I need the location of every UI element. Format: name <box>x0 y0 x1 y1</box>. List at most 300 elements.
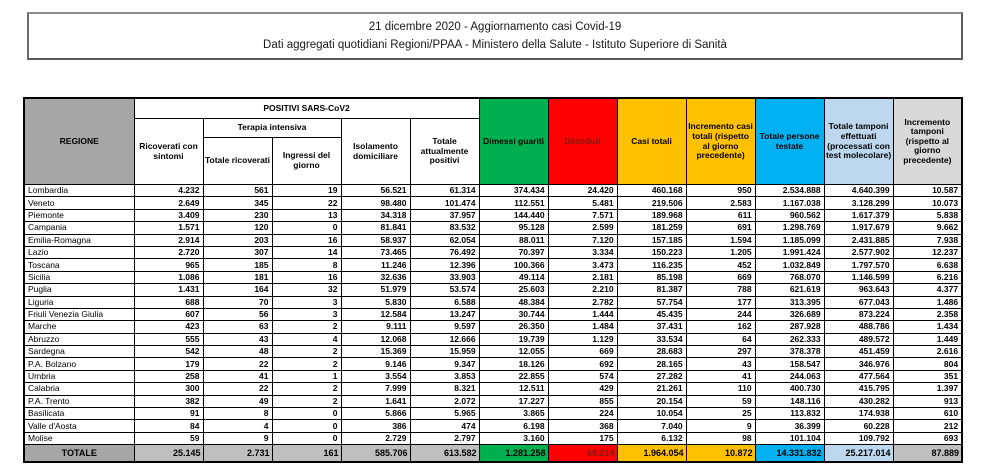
cell-isolamento-domiciliare: 34.318 <box>341 209 410 221</box>
cell-dimessi-guariti: 18.126 <box>479 358 548 370</box>
total-tamponi: 25.217.014 <box>824 445 893 463</box>
cell-totale-tamponi: 963.643 <box>824 284 893 296</box>
total-persone-testate: 14.331.832 <box>755 445 824 463</box>
header-totale-attualmente-positivi: Totale attualmente positivi <box>410 119 479 185</box>
cell-totale-ricoverati: 70 <box>203 296 272 308</box>
cell-casi-totali: 28.683 <box>617 346 686 358</box>
cell-deceduti: 2.181 <box>548 271 617 283</box>
cell-isolamento-domiciliare: 5.830 <box>341 296 410 308</box>
cell-deceduti: 2.210 <box>548 284 617 296</box>
region-name: Calabria <box>24 383 134 395</box>
cell-deceduti: 1.484 <box>548 321 617 333</box>
cell-totale-ricoverati: 230 <box>203 209 272 221</box>
cell-incremento-casi-totali: 244 <box>686 308 755 320</box>
cell-incremento-tamponi: 610 <box>893 408 962 420</box>
cell-casi-totali: 181.259 <box>617 222 686 234</box>
cell-totale-attualmente-positivi: 33.903 <box>410 271 479 283</box>
header-isolamento-domiciliare: Isolamento domiciliare <box>341 119 410 185</box>
cell-totale-attualmente-positivi: 12.396 <box>410 259 479 271</box>
total-ingressi-del-giorno: 161 <box>272 445 341 463</box>
cell-dimessi-guariti: 49.114 <box>479 271 548 283</box>
table-row <box>24 432 962 444</box>
cell-deceduti: 574 <box>548 370 617 382</box>
table-row <box>24 284 962 296</box>
totals-row <box>24 445 962 463</box>
cell-totale-attualmente-positivi: 61.314 <box>410 185 479 197</box>
cell-totale-attualmente-positivi: 15.959 <box>410 346 479 358</box>
cell-totale-ricoverati: 345 <box>203 197 272 209</box>
cell-casi-totali: 10.054 <box>617 408 686 420</box>
region-name: Basilicata <box>24 408 134 420</box>
cell-totale-persone-testate: 1.991.424 <box>755 246 824 258</box>
cell-deceduti: 429 <box>548 383 617 395</box>
cell-incremento-tamponi: 6.216 <box>893 271 962 283</box>
header-ingressi-del-giorno: Ingressi del giorno <box>272 138 341 185</box>
cell-totale-persone-testate: 287.928 <box>755 321 824 333</box>
cell-totale-tamponi: 346.976 <box>824 358 893 370</box>
cell-totale-attualmente-positivi: 3.853 <box>410 370 479 382</box>
cell-ingressi-del-giorno: 2 <box>272 395 341 407</box>
cell-totale-ricoverati: 49 <box>203 395 272 407</box>
cell-ingressi-del-giorno: 13 <box>272 209 341 221</box>
cell-totale-attualmente-positivi: 9.597 <box>410 321 479 333</box>
cell-ingressi-del-giorno: 3 <box>272 308 341 320</box>
cell-ingressi-del-giorno: 3 <box>272 296 341 308</box>
cell-totale-persone-testate: 400.730 <box>755 383 824 395</box>
cell-totale-attualmente-positivi: 5.965 <box>410 408 479 420</box>
cell-deceduti: 2.782 <box>548 296 617 308</box>
cell-casi-totali: 45.435 <box>617 308 686 320</box>
cell-totale-persone-testate: 313.395 <box>755 296 824 308</box>
cell-totale-ricoverati: 164 <box>203 284 272 296</box>
cell-totale-attualmente-positivi: 8.321 <box>410 383 479 395</box>
cell-ricoverati-con-sintomi: 965 <box>134 259 203 271</box>
cell-incremento-tamponi: 10.587 <box>893 185 962 197</box>
header-totale-ricoverati: Totale ricoverati <box>203 138 272 185</box>
cell-incremento-tamponi: 212 <box>893 420 962 432</box>
cell-deceduti: 1.129 <box>548 333 617 345</box>
cell-deceduti: 3.334 <box>548 246 617 258</box>
cell-ingressi-del-giorno: 32 <box>272 284 341 296</box>
cell-ingressi-del-giorno: 0 <box>272 432 341 444</box>
cell-totale-persone-testate: 1.032.849 <box>755 259 824 271</box>
cell-totale-attualmente-positivi: 37.957 <box>410 209 479 221</box>
region-name: P.A. Trento <box>24 395 134 407</box>
cell-totale-ricoverati: 22 <box>203 358 272 370</box>
cell-deceduti: 669 <box>548 346 617 358</box>
cell-dimessi-guariti: 95.128 <box>479 222 548 234</box>
cell-incremento-casi-totali: 297 <box>686 346 755 358</box>
cell-ricoverati-con-sintomi: 542 <box>134 346 203 358</box>
cell-ricoverati-con-sintomi: 91 <box>134 408 203 420</box>
cell-totale-persone-testate: 960.562 <box>755 209 824 221</box>
cell-ingressi-del-giorno: 0 <box>272 420 341 432</box>
cell-dimessi-guariti: 374.434 <box>479 185 548 197</box>
total-dimessi-guariti: 1.281.258 <box>479 445 548 463</box>
cell-casi-totali: 28.165 <box>617 358 686 370</box>
cell-ingressi-del-giorno: 16 <box>272 234 341 246</box>
table-row <box>24 346 962 358</box>
region-name: Abruzzo <box>24 333 134 345</box>
table-body <box>24 185 962 445</box>
cell-ingressi-del-giorno: 22 <box>272 197 341 209</box>
cell-isolamento-domiciliare: 56.521 <box>341 185 410 197</box>
total-totale-ricoverati: 2.731 <box>203 445 272 463</box>
cell-dimessi-guariti: 3.160 <box>479 432 548 444</box>
cell-ricoverati-con-sintomi: 84 <box>134 420 203 432</box>
cell-ingressi-del-giorno: 1 <box>272 370 341 382</box>
cell-ricoverati-con-sintomi: 1.431 <box>134 284 203 296</box>
cell-casi-totali: 6.132 <box>617 432 686 444</box>
region-name: Piemonte <box>24 209 134 221</box>
cell-deceduti: 2.599 <box>548 222 617 234</box>
cell-ingressi-del-giorno: 4 <box>272 333 341 345</box>
cell-incremento-casi-totali: 950 <box>686 185 755 197</box>
table-row <box>24 246 962 258</box>
header-totale-tamponi: Totale tamponi effettuati (processati con test molecolare) <box>824 98 893 185</box>
cell-ingressi-del-giorno: 2 <box>272 383 341 395</box>
cell-ingressi-del-giorno: 2 <box>272 358 341 370</box>
cell-casi-totali: 219.506 <box>617 197 686 209</box>
cell-dimessi-guariti: 12.055 <box>479 346 548 358</box>
cell-dimessi-guariti: 112.551 <box>479 197 548 209</box>
cell-totale-ricoverati: 4 <box>203 420 272 432</box>
header-incremento-tamponi: Incremento tamponi (rispetto al giorno precedente) <box>893 98 962 185</box>
cell-casi-totali: 33.534 <box>617 333 686 345</box>
total-incremento-casi-totali: 10.872 <box>686 445 755 463</box>
cell-totale-attualmente-positivi: 76.492 <box>410 246 479 258</box>
table-row <box>24 271 962 283</box>
cell-isolamento-domiciliare: 2.729 <box>341 432 410 444</box>
cell-totale-attualmente-positivi: 474 <box>410 420 479 432</box>
region-name: Puglia <box>24 284 134 296</box>
cell-totale-tamponi: 451.459 <box>824 346 893 358</box>
cell-totale-ricoverati: 9 <box>203 432 272 444</box>
cell-incremento-casi-totali: 452 <box>686 259 755 271</box>
cell-isolamento-domiciliare: 51.979 <box>341 284 410 296</box>
region-name: Lombardia <box>24 185 134 197</box>
cell-dimessi-guariti: 17.227 <box>479 395 548 407</box>
cell-totale-ricoverati: 120 <box>203 222 272 234</box>
table-row <box>24 296 962 308</box>
total-isolamento-domiciliare: 585.706 <box>341 445 410 463</box>
cell-totale-ricoverati: 185 <box>203 259 272 271</box>
cell-dimessi-guariti: 48.384 <box>479 296 548 308</box>
total-casi-totali: 1.964.054 <box>617 445 686 463</box>
cell-totale-attualmente-positivi: 9.347 <box>410 358 479 370</box>
cell-casi-totali: 157.185 <box>617 234 686 246</box>
cell-totale-ricoverati: 8 <box>203 408 272 420</box>
region-name: Toscana <box>24 259 134 271</box>
cell-casi-totali: 57.754 <box>617 296 686 308</box>
cell-totale-tamponi: 109.792 <box>824 432 893 444</box>
cell-totale-persone-testate: 326.689 <box>755 308 824 320</box>
cell-totale-tamponi: 4.640.399 <box>824 185 893 197</box>
cell-isolamento-domiciliare: 12.584 <box>341 308 410 320</box>
cell-isolamento-domiciliare: 32.636 <box>341 271 410 283</box>
cell-totale-attualmente-positivi: 12.666 <box>410 333 479 345</box>
cell-ingressi-del-giorno: 0 <box>272 408 341 420</box>
cell-incremento-tamponi: 2.616 <box>893 346 962 358</box>
cell-totale-tamponi: 1.917.679 <box>824 222 893 234</box>
table-row <box>24 234 962 246</box>
cell-totale-attualmente-positivi: 53.574 <box>410 284 479 296</box>
covid-data-table <box>23 97 963 463</box>
cell-deceduti: 1.444 <box>548 308 617 320</box>
cell-ricoverati-con-sintomi: 607 <box>134 308 203 320</box>
cell-incremento-tamponi: 1.449 <box>893 333 962 345</box>
cell-totale-tamponi: 60.228 <box>824 420 893 432</box>
cell-totale-tamponi: 3.128.299 <box>824 197 893 209</box>
cell-totale-ricoverati: 181 <box>203 271 272 283</box>
cell-incremento-casi-totali: 788 <box>686 284 755 296</box>
cell-casi-totali: 85.198 <box>617 271 686 283</box>
cell-deceduti: 24.420 <box>548 185 617 197</box>
cell-incremento-casi-totali: 110 <box>686 383 755 395</box>
cell-isolamento-domiciliare: 5.866 <box>341 408 410 420</box>
cell-isolamento-domiciliare: 1.641 <box>341 395 410 407</box>
cell-ricoverati-con-sintomi: 4.232 <box>134 185 203 197</box>
cell-incremento-tamponi: 693 <box>893 432 962 444</box>
cell-incremento-tamponi: 2.358 <box>893 308 962 320</box>
cell-casi-totali: 81.387 <box>617 284 686 296</box>
cell-incremento-casi-totali: 98 <box>686 432 755 444</box>
table-row <box>24 259 962 271</box>
total-incremento-tamponi: 87.889 <box>893 445 962 463</box>
region-name: Valle d'Aosta <box>24 420 134 432</box>
region-name: Campania <box>24 222 134 234</box>
cell-isolamento-domiciliare: 7.999 <box>341 383 410 395</box>
cell-deceduti: 692 <box>548 358 617 370</box>
cell-incremento-casi-totali: 43 <box>686 358 755 370</box>
cell-incremento-tamponi: 7.938 <box>893 234 962 246</box>
cell-incremento-tamponi: 804 <box>893 358 962 370</box>
cell-ricoverati-con-sintomi: 555 <box>134 333 203 345</box>
cell-totale-persone-testate: 1.167.038 <box>755 197 824 209</box>
cell-isolamento-domiciliare: 3.554 <box>341 370 410 382</box>
table-row <box>24 209 962 221</box>
cell-incremento-tamponi: 6.638 <box>893 259 962 271</box>
cell-casi-totali: 27.282 <box>617 370 686 382</box>
region-name: Sicilia <box>24 271 134 283</box>
cell-deceduti: 855 <box>548 395 617 407</box>
cell-incremento-tamponi: 5.838 <box>893 209 962 221</box>
cell-totale-tamponi: 2.577.902 <box>824 246 893 258</box>
cell-casi-totali: 21.261 <box>617 383 686 395</box>
cell-deceduti: 224 <box>548 408 617 420</box>
cell-ingressi-del-giorno: 19 <box>272 185 341 197</box>
cell-totale-persone-testate: 768.070 <box>755 271 824 283</box>
cell-totale-persone-testate: 113.832 <box>755 408 824 420</box>
cell-dimessi-guariti: 144.440 <box>479 209 548 221</box>
cell-ricoverati-con-sintomi: 2.914 <box>134 234 203 246</box>
cell-totale-ricoverati: 63 <box>203 321 272 333</box>
cell-totale-persone-testate: 101.104 <box>755 432 824 444</box>
table-row <box>24 185 962 197</box>
cell-ingressi-del-giorno: 2 <box>272 321 341 333</box>
cell-incremento-casi-totali: 64 <box>686 333 755 345</box>
region-name: Veneto <box>24 197 134 209</box>
region-name: Umbria <box>24 370 134 382</box>
cell-totale-persone-testate: 621.619 <box>755 284 824 296</box>
cell-totale-tamponi: 174.938 <box>824 408 893 420</box>
cell-casi-totali: 116.235 <box>617 259 686 271</box>
header-totale-persone-testate: Totale persone testate <box>755 98 824 185</box>
cell-totale-ricoverati: 56 <box>203 308 272 320</box>
cell-casi-totali: 20.154 <box>617 395 686 407</box>
cell-ricoverati-con-sintomi: 2.720 <box>134 246 203 258</box>
cell-ricoverati-con-sintomi: 1.086 <box>134 271 203 283</box>
cell-ingressi-del-giorno: 2 <box>272 346 341 358</box>
cell-isolamento-domiciliare: 98.480 <box>341 197 410 209</box>
cell-totale-persone-testate: 36.399 <box>755 420 824 432</box>
cell-totale-tamponi: 488.786 <box>824 321 893 333</box>
cell-dimessi-guariti: 6.198 <box>479 420 548 432</box>
cell-incremento-casi-totali: 41 <box>686 370 755 382</box>
cell-totale-persone-testate: 244.063 <box>755 370 824 382</box>
header-incremento-casi-totali: Incremento casi totali (rispetto al giorno precedente) <box>686 98 755 185</box>
cell-totale-attualmente-positivi: 101.474 <box>410 197 479 209</box>
cell-deceduti: 7.571 <box>548 209 617 221</box>
cell-isolamento-domiciliare: 81.841 <box>341 222 410 234</box>
header-terapia-intensiva: Terapia intensiva <box>203 119 341 138</box>
table-row <box>24 308 962 320</box>
cell-totale-attualmente-positivi: 83.532 <box>410 222 479 234</box>
cell-totale-persone-testate: 262.333 <box>755 333 824 345</box>
cell-totale-tamponi: 477.564 <box>824 370 893 382</box>
cell-casi-totali: 7.040 <box>617 420 686 432</box>
cell-totale-ricoverati: 43 <box>203 333 272 345</box>
cell-totale-ricoverati: 307 <box>203 246 272 258</box>
table-row <box>24 370 962 382</box>
cell-casi-totali: 37.431 <box>617 321 686 333</box>
cell-incremento-casi-totali: 25 <box>686 408 755 420</box>
cell-incremento-tamponi: 12.237 <box>893 246 962 258</box>
cell-deceduti: 7.120 <box>548 234 617 246</box>
table-row <box>24 383 962 395</box>
cell-ricoverati-con-sintomi: 179 <box>134 358 203 370</box>
cell-isolamento-domiciliare: 58.937 <box>341 234 410 246</box>
cell-totale-attualmente-positivi: 2.797 <box>410 432 479 444</box>
header-deceduti: Deceduti <box>548 98 617 185</box>
cell-deceduti: 175 <box>548 432 617 444</box>
cell-incremento-tamponi: 1.397 <box>893 383 962 395</box>
cell-incremento-tamponi: 4.377 <box>893 284 962 296</box>
region-name: Molise <box>24 432 134 444</box>
cell-totale-ricoverati: 561 <box>203 185 272 197</box>
cell-casi-totali: 189.968 <box>617 209 686 221</box>
cell-incremento-casi-totali: 1.205 <box>686 246 755 258</box>
cell-totale-tamponi: 1.617.379 <box>824 209 893 221</box>
cell-incremento-casi-totali: 691 <box>686 222 755 234</box>
cell-ricoverati-con-sintomi: 300 <box>134 383 203 395</box>
table-row <box>24 321 962 333</box>
region-name: P.A. Bolzano <box>24 358 134 370</box>
cell-ingressi-del-giorno: 16 <box>272 271 341 283</box>
cell-ricoverati-con-sintomi: 688 <box>134 296 203 308</box>
cell-incremento-casi-totali: 59 <box>686 395 755 407</box>
cell-totale-tamponi: 489.572 <box>824 333 893 345</box>
cell-isolamento-domiciliare: 12.068 <box>341 333 410 345</box>
cell-incremento-casi-totali: 611 <box>686 209 755 221</box>
cell-incremento-tamponi: 913 <box>893 395 962 407</box>
cell-totale-attualmente-positivi: 2.072 <box>410 395 479 407</box>
cell-totale-attualmente-positivi: 62.054 <box>410 234 479 246</box>
cell-totale-persone-testate: 1.298.769 <box>755 222 824 234</box>
table-row <box>24 358 962 370</box>
cell-totale-tamponi: 415.795 <box>824 383 893 395</box>
cell-incremento-casi-totali: 2.583 <box>686 197 755 209</box>
bulletin-source-subtitle: Dati aggregati quotidiani Regioni/PPAA - Ministero della Salute - Istituto Superiore di Sanità <box>263 39 727 52</box>
cell-totale-tamponi: 873.224 <box>824 308 893 320</box>
cell-totale-tamponi: 430.282 <box>824 395 893 407</box>
title-box <box>27 12 963 60</box>
cell-ricoverati-con-sintomi: 59 <box>134 432 203 444</box>
cell-totale-tamponi: 1.797.570 <box>824 259 893 271</box>
cell-isolamento-domiciliare: 386 <box>341 420 410 432</box>
cell-isolamento-domiciliare: 11.246 <box>341 259 410 271</box>
cell-totale-attualmente-positivi: 6.588 <box>410 296 479 308</box>
cell-ingressi-del-giorno: 8 <box>272 259 341 271</box>
cell-incremento-tamponi: 1.434 <box>893 321 962 333</box>
cell-isolamento-domiciliare: 73.465 <box>341 246 410 258</box>
cell-ricoverati-con-sintomi: 1.571 <box>134 222 203 234</box>
cell-totale-ricoverati: 203 <box>203 234 272 246</box>
cell-totale-ricoverati: 41 <box>203 370 272 382</box>
cell-totale-persone-testate: 2.534.888 <box>755 185 824 197</box>
region-name: Friuli Venezia Giulia <box>24 308 134 320</box>
cell-isolamento-domiciliare: 9.111 <box>341 321 410 333</box>
table-row <box>24 197 962 209</box>
cell-incremento-casi-totali: 9 <box>686 420 755 432</box>
cell-incremento-casi-totali: 669 <box>686 271 755 283</box>
cell-dimessi-guariti: 88.011 <box>479 234 548 246</box>
cell-ricoverati-con-sintomi: 3.409 <box>134 209 203 221</box>
table-row <box>24 222 962 234</box>
cell-deceduti: 3.473 <box>548 259 617 271</box>
cell-incremento-tamponi: 10.073 <box>893 197 962 209</box>
cell-totale-ricoverati: 48 <box>203 346 272 358</box>
region-name: Marche <box>24 321 134 333</box>
cell-dimessi-guariti: 100.366 <box>479 259 548 271</box>
cell-ingressi-del-giorno: 14 <box>272 246 341 258</box>
cell-totale-ricoverati: 22 <box>203 383 272 395</box>
cell-incremento-tamponi: 351 <box>893 370 962 382</box>
cell-incremento-casi-totali: 1.594 <box>686 234 755 246</box>
total-attualmente-positivi: 613.582 <box>410 445 479 463</box>
cell-isolamento-domiciliare: 15.369 <box>341 346 410 358</box>
table-row <box>24 408 962 420</box>
cell-deceduti: 368 <box>548 420 617 432</box>
cell-totale-attualmente-positivi: 13.247 <box>410 308 479 320</box>
region-name: Liguria <box>24 296 134 308</box>
cell-dimessi-guariti: 26.350 <box>479 321 548 333</box>
cell-ricoverati-con-sintomi: 423 <box>134 321 203 333</box>
cell-ricoverati-con-sintomi: 382 <box>134 395 203 407</box>
cell-dimessi-guariti: 22.855 <box>479 370 548 382</box>
cell-casi-totali: 150.223 <box>617 246 686 258</box>
table-row <box>24 395 962 407</box>
cell-totale-tamponi: 1.146.599 <box>824 271 893 283</box>
cell-casi-totali: 460.168 <box>617 185 686 197</box>
header-positivi-sars-cov2: POSITIVI SARS-CoV2 <box>134 98 479 119</box>
header-regione: REGIONE <box>24 98 134 185</box>
total-deceduti: 69.214 <box>548 445 617 463</box>
header-dimessi-guariti: Dimessi guariti <box>479 98 548 185</box>
cell-totale-persone-testate: 1.185.099 <box>755 234 824 246</box>
cell-dimessi-guariti: 12.511 <box>479 383 548 395</box>
table-row <box>24 333 962 345</box>
